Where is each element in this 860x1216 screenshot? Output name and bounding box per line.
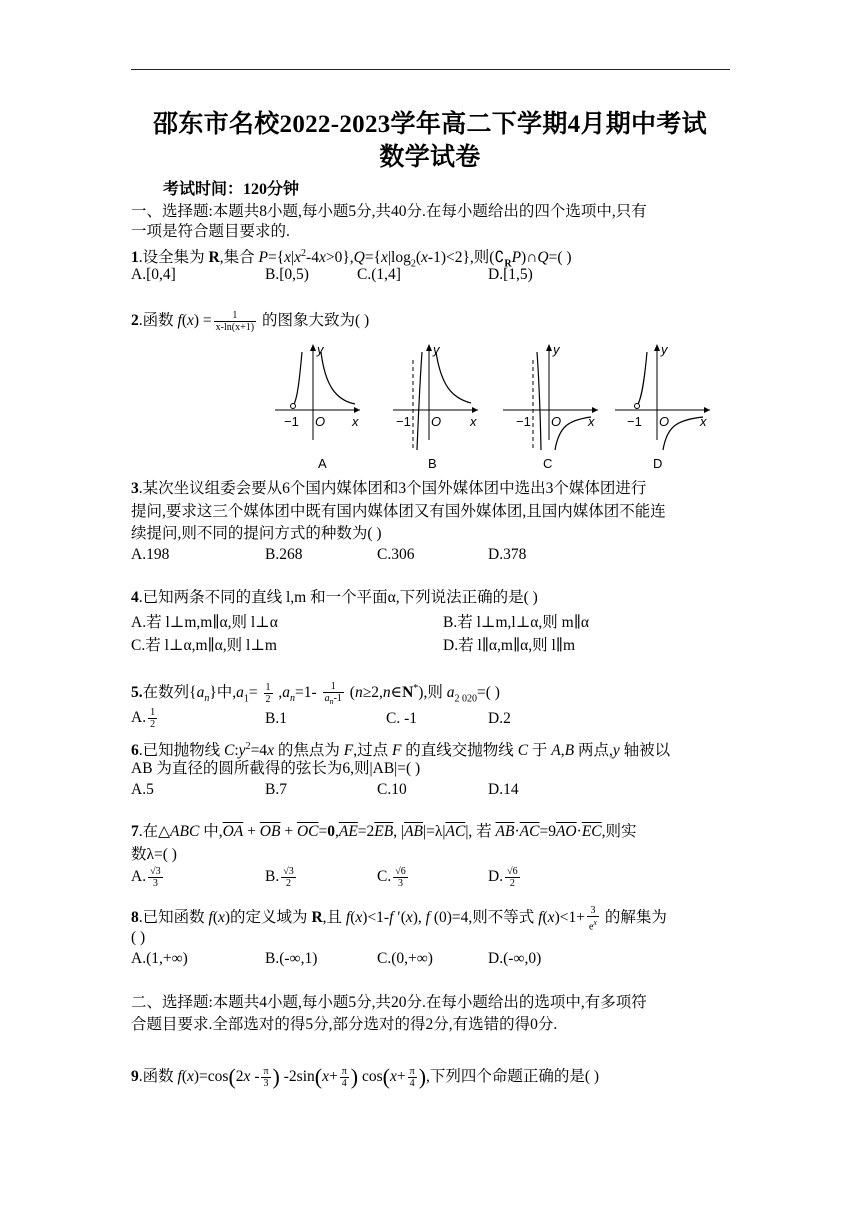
question-7: 7.在△ABC 中$,\overline{OA} + \overline{OB} + \overline{OC}=0,\overline{AE}=2\overline{EB}$, $|\overline{AB}|=\lambda|\overline{AC}|$, 若 $\overline{AB}\cdot\overline{AC}=9\overline{AO}\cdot\overline{EC}$,则实 (131, 823, 637, 840)
section1-heading: 一、选择题:本题共8小题,每小题5分,共40分.在每小题给出的四个选项中,只有 (131, 203, 647, 220)
q6-option-d: D.14 (488, 781, 519, 798)
svg-text:D: D (653, 456, 663, 471)
page-subtitle: 数学试卷 (379, 144, 481, 171)
header-rule (131, 69, 730, 70)
q8-option-a: A.(1,+∞) (131, 950, 188, 967)
graph-d (615, 342, 710, 471)
svg-text:−1: −1 (516, 414, 531, 429)
q5-option-d: D.2 (488, 710, 511, 727)
q4-option-a: A.若 l⊥m,m∥α,则 l⊥α (131, 614, 278, 631)
question-8: 8.已知函数 f(x)的定义域为 R,且 f(x)<1-f ′(x), f (0)=4,则不等式 f(x)<1+ $\frac{3}{e^x}$ 的解集为 (131, 905, 667, 933)
svg-text:−1: −1 (627, 414, 642, 429)
svg-text:O: O (659, 414, 670, 429)
q3-option-a: A.198 (131, 546, 170, 563)
svg-text:y: y (661, 342, 668, 357)
q1-option-d: D.[1,5) (488, 266, 533, 283)
graph-b (393, 342, 478, 471)
question-4: 4.已知两条不同的直线 l,m 和一个平面α,下列说法正确的是( ) (131, 589, 538, 606)
q8-option-c: C.(0,+∞) (377, 950, 433, 967)
svg-text:C: C (543, 456, 553, 471)
q7-option-d: D. $\frac{√6}{2}$ (488, 866, 518, 889)
q3-option-d: D.378 (488, 546, 527, 563)
q1-option-c: C.(1,4] (357, 266, 401, 283)
graph-c (503, 342, 598, 471)
question-9: 9.函数 f(x)=cos(2x - $\frac{\pi}{3}$ ) -2sin(x+ $\frac{\pi}{4}$ ) cos(x+ $\frac{\pi}{4}$ ),下列四个命题正确的是( ) (131, 1064, 600, 1090)
q7-option-b: B. $\frac{√3}{2}$ (265, 866, 294, 889)
q7-option-c: C. $\frac{√6}{3}$ (377, 866, 406, 889)
svg-text:y: y (317, 342, 324, 357)
question-6: 6.已知抛物线 $C:y^2=4x$ 的焦点为 F,过点 F 的直线交抛物线 C 于 A,B 两点,y 轴被以 (131, 741, 671, 760)
q5-option-c: C. -1 (386, 710, 417, 727)
graph-a (275, 342, 360, 471)
section1-heading-cont: 一项是符合题目要求的. (131, 223, 290, 240)
question-1: 1.设全集为 R,集合 $P=\{x|x^2-4x>0\},Q=\{x|\log_2(x-1)<2\}$,则$(∁_RP)\cap Q=$( ) (131, 248, 572, 270)
svg-text:x: x (352, 414, 359, 429)
svg-text:B: B (428, 456, 437, 471)
question-5: 5.在数列$\{a_n\}$中$,a_1=$ $\frac{1}{2}$ $,a_n=1-$ $\frac{1}{a_n-1}$ (n≥2,n∈N*),则 $a_{2 020}=$( ) (131, 680, 500, 706)
svg-text:O: O (431, 414, 442, 429)
svg-text:x: x (700, 414, 707, 429)
q1-option-a: A.[0,4] (131, 266, 176, 283)
svg-text:A: A (318, 456, 327, 471)
q4-option-b: B.若 l⊥m,l⊥α,则 m∥α (443, 614, 589, 631)
q3-option-b: B.268 (265, 546, 303, 563)
q2-graph-options (275, 340, 715, 475)
q1-option-b: B.[0,5) (265, 266, 309, 283)
q5-option-a: A. $\frac{1}{2}$ (131, 707, 156, 730)
q8-option-d: D.(-∞,0) (488, 950, 542, 967)
svg-text:y: y (553, 342, 560, 357)
question-3-cont1: 提问,要求这三个媒体团中既有国内媒体团又有国外媒体团,且国内媒体团不能连 (131, 503, 666, 520)
q6-option-a: A.5 (131, 781, 154, 798)
question-6-cont: AB 为直径的圆所截得的弦长为6,则|AB|=( ) (131, 760, 421, 777)
svg-text:−1: −1 (396, 414, 411, 429)
svg-text:y: y (433, 342, 440, 357)
q2-fraction: $\frac{1}{x-\ln(x+1)}$ (215, 310, 255, 333)
page-title: 邵东市名校2022-2023学年高二下学期4月期中考试 (153, 111, 707, 138)
question-3: 3.某次坐议组委会要从6个国内媒体团和3个国外媒体团中选出3个媒体团进行 (131, 480, 647, 497)
q4-option-d: D.若 l∥α,m∥α,则 l∥m (443, 637, 576, 654)
svg-text:x: x (470, 414, 477, 429)
q6-option-b: B.7 (265, 781, 287, 798)
q5-option-b: B.1 (265, 710, 287, 727)
section2-heading-cont: 合题目要求.全部选对的得5分,部分选对的得2分,有选错的得0分. (131, 1016, 558, 1033)
svg-text:O: O (551, 414, 562, 429)
question-3-cont2: 续提问,则不同的提问方式的种数为( ) (131, 525, 382, 542)
question-2: 2.函数 f(x) = $\frac{1}{x-\ln(x+1)}$ 的图象大致为( ) (131, 310, 370, 333)
question-8-cont: ( ) (131, 929, 146, 946)
q4-option-c: C.若 l⊥α,m∥α,则 l⊥m (131, 637, 277, 654)
exam-time: 考试时间：120分钟 (163, 181, 300, 198)
q6-option-c: C.10 (377, 781, 407, 798)
svg-text:O: O (315, 414, 326, 429)
svg-text:x: x (588, 414, 595, 429)
q3-option-c: C.306 (377, 546, 415, 563)
svg-text:−1: −1 (284, 414, 299, 429)
q7-option-a: A. $\frac{√3}{3}$ (131, 866, 161, 889)
question-7-cont: 数λ=( ) (131, 846, 177, 863)
q8-option-b: B.(-∞,1) (265, 950, 318, 967)
section2-heading: 二、选择题:本题共4小题,每小题5分,共20分.在每小题给出的选项中,有多项符 (131, 994, 647, 1011)
